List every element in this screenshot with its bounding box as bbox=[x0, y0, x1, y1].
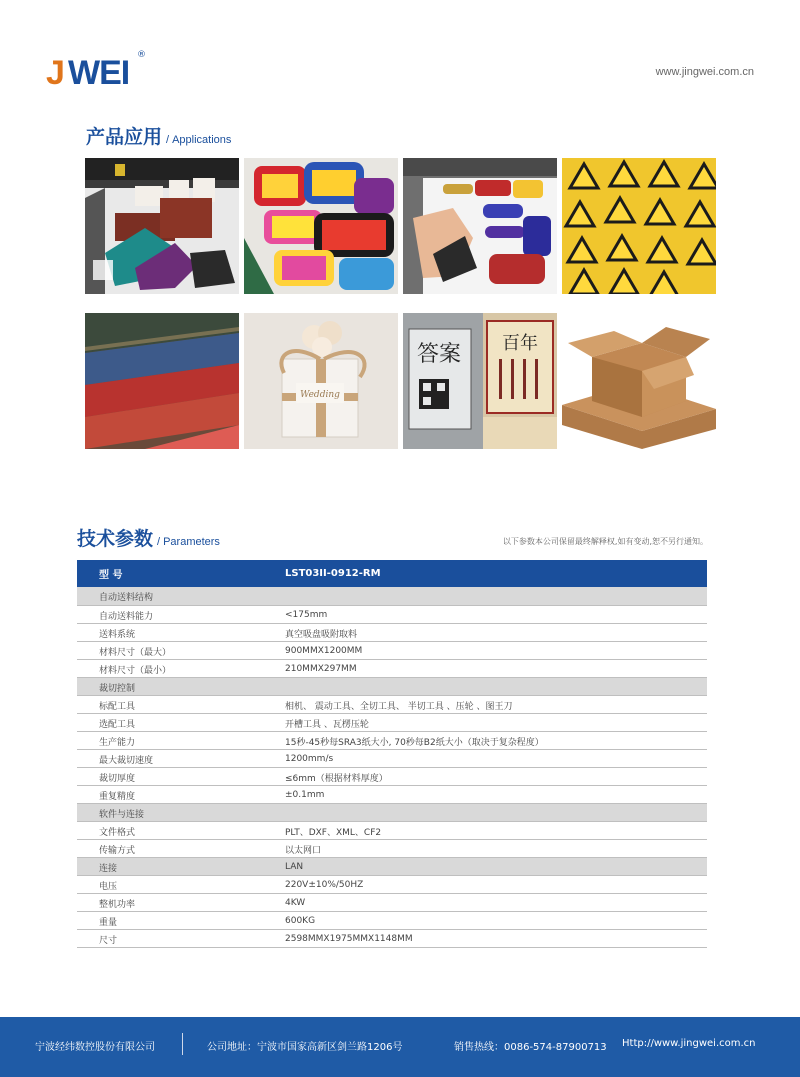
param-label: 重量 bbox=[77, 911, 285, 929]
param-label: 裁切控制 bbox=[77, 677, 285, 695]
param-value bbox=[285, 677, 707, 695]
applications-title-en: Applications bbox=[172, 134, 232, 146]
table-group-row bbox=[77, 857, 707, 875]
param-value bbox=[285, 803, 707, 821]
wedding-box-photo bbox=[244, 313, 398, 449]
param-value: 900MMX1200MM bbox=[285, 641, 707, 659]
param-value: <175mm bbox=[285, 605, 707, 623]
param-label: 重复精度 bbox=[77, 785, 285, 803]
param-value: 210MMX297MM bbox=[285, 659, 707, 677]
param-label: 最大裁切速度 bbox=[77, 749, 285, 767]
param-value: PLT、DXF、XML、CF2 bbox=[285, 821, 707, 839]
param-value: 真空吸盘吸附取料 bbox=[285, 623, 707, 641]
table-row bbox=[77, 695, 707, 713]
param-label: 文件格式 bbox=[77, 821, 285, 839]
sticker-cutouts-photo bbox=[244, 158, 398, 294]
cutting-table-samples-photo bbox=[85, 158, 239, 294]
model-header-value: LST03II-0912-RM bbox=[285, 560, 707, 587]
param-label: 连接 bbox=[77, 857, 285, 875]
param-value: 600KG bbox=[285, 911, 707, 929]
transparent-label-text: 答案 bbox=[416, 342, 462, 367]
parameters-title-slash: / bbox=[157, 536, 161, 548]
table-group-row bbox=[77, 677, 707, 695]
wedding-label-text: Wedding bbox=[300, 390, 340, 400]
applications-title-zh: 产品应用 bbox=[86, 126, 163, 148]
param-label: 裁切厚度 bbox=[77, 767, 285, 785]
logo-j: J bbox=[46, 54, 64, 92]
applications-title-slash: / bbox=[166, 134, 170, 146]
table-row bbox=[77, 623, 707, 641]
cardboard-box-photo bbox=[562, 313, 716, 449]
model-header-label: 型 号 bbox=[77, 560, 285, 587]
transparent-label-photo bbox=[403, 313, 557, 449]
table-row bbox=[77, 659, 707, 677]
table-row bbox=[77, 893, 707, 911]
param-label: 自动送料能力 bbox=[77, 605, 285, 623]
param-label: 传输方式 bbox=[77, 839, 285, 857]
parameters-disclaimer: 以下参数本公司保留最终解释权,如有变动,恕不另行通知。 bbox=[502, 537, 708, 546]
param-value: 15秒-45秒每SRA3纸大小, 70秒每B2纸大小（取决于复杂程度） bbox=[285, 731, 707, 749]
footer-address: 公司地址：宁波市国家高新区剑兰路1206号 bbox=[207, 1042, 403, 1053]
footer-hotline: 销售热线：0086-574-87900713 bbox=[454, 1042, 607, 1053]
parameters-table-body bbox=[77, 587, 707, 947]
param-value: 相机、 震动工具、全切工具、 半切工具 、压轮 、图王刀 bbox=[285, 695, 707, 713]
param-label: 材料尺寸（最大） bbox=[77, 641, 285, 659]
param-label: 选配工具 bbox=[77, 713, 285, 731]
table-row bbox=[77, 821, 707, 839]
param-value: ≤6mm（根据材料厚度） bbox=[285, 767, 707, 785]
company-logo bbox=[46, 50, 156, 92]
colored-paper-rolls-photo bbox=[85, 313, 239, 449]
table-row bbox=[77, 767, 707, 785]
param-label: 整机功率 bbox=[77, 893, 285, 911]
warning-sticker-photo bbox=[562, 158, 716, 294]
parameters-title-en: Parameters bbox=[163, 536, 220, 548]
paper-tag-text: 百年 bbox=[502, 333, 538, 354]
table-row bbox=[77, 713, 707, 731]
table-row bbox=[77, 641, 707, 659]
table-row bbox=[77, 731, 707, 749]
param-value bbox=[285, 587, 707, 605]
table-row bbox=[77, 911, 707, 929]
table-row bbox=[77, 605, 707, 623]
param-value: 220V±10%/50HZ bbox=[285, 875, 707, 893]
param-label: 材料尺寸（最小） bbox=[77, 659, 285, 677]
table-row bbox=[77, 929, 707, 947]
param-value: 4KW bbox=[285, 893, 707, 911]
table-group-row bbox=[77, 587, 707, 605]
param-value: 开槽工具 、瓦楞压轮 bbox=[285, 713, 707, 731]
table-group-row bbox=[77, 803, 707, 821]
registered-mark: ® bbox=[137, 50, 146, 60]
footer-bar bbox=[0, 1017, 800, 1077]
param-value: LAN bbox=[285, 857, 707, 875]
param-label: 送料系统 bbox=[77, 623, 285, 641]
param-label: 尺寸 bbox=[77, 929, 285, 947]
param-value: 以太网口 bbox=[285, 839, 707, 857]
logo-wei: WEI bbox=[68, 54, 130, 92]
param-value: ±0.1mm bbox=[285, 785, 707, 803]
param-value: 1200mm/s bbox=[285, 749, 707, 767]
header-site-url[interactable]: www.jingwei.com.cn bbox=[655, 66, 754, 78]
table-header-row bbox=[77, 560, 707, 587]
applications-title bbox=[86, 122, 231, 149]
param-label: 自动送料结构 bbox=[77, 587, 285, 605]
param-label: 生产能力 bbox=[77, 731, 285, 749]
parameters-title-zh: 技术参数 bbox=[77, 528, 154, 550]
footer-divider bbox=[182, 1033, 183, 1055]
footer-company: 宁波经纬数控股份有限公司 bbox=[35, 1042, 155, 1053]
footer-url[interactable]: Http://www.jingwei.com.cn bbox=[622, 1038, 756, 1049]
table-row bbox=[77, 875, 707, 893]
parameters-title bbox=[77, 524, 220, 551]
param-label: 软件与连接 bbox=[77, 803, 285, 821]
label-peel-photo bbox=[403, 158, 557, 294]
param-value: 2598MMX1975MMX1148MM bbox=[285, 929, 707, 947]
parameters-table bbox=[77, 560, 707, 948]
table-row bbox=[77, 785, 707, 803]
param-label: 标配工具 bbox=[77, 695, 285, 713]
param-label: 电压 bbox=[77, 875, 285, 893]
table-row bbox=[77, 749, 707, 767]
table-row bbox=[77, 839, 707, 857]
